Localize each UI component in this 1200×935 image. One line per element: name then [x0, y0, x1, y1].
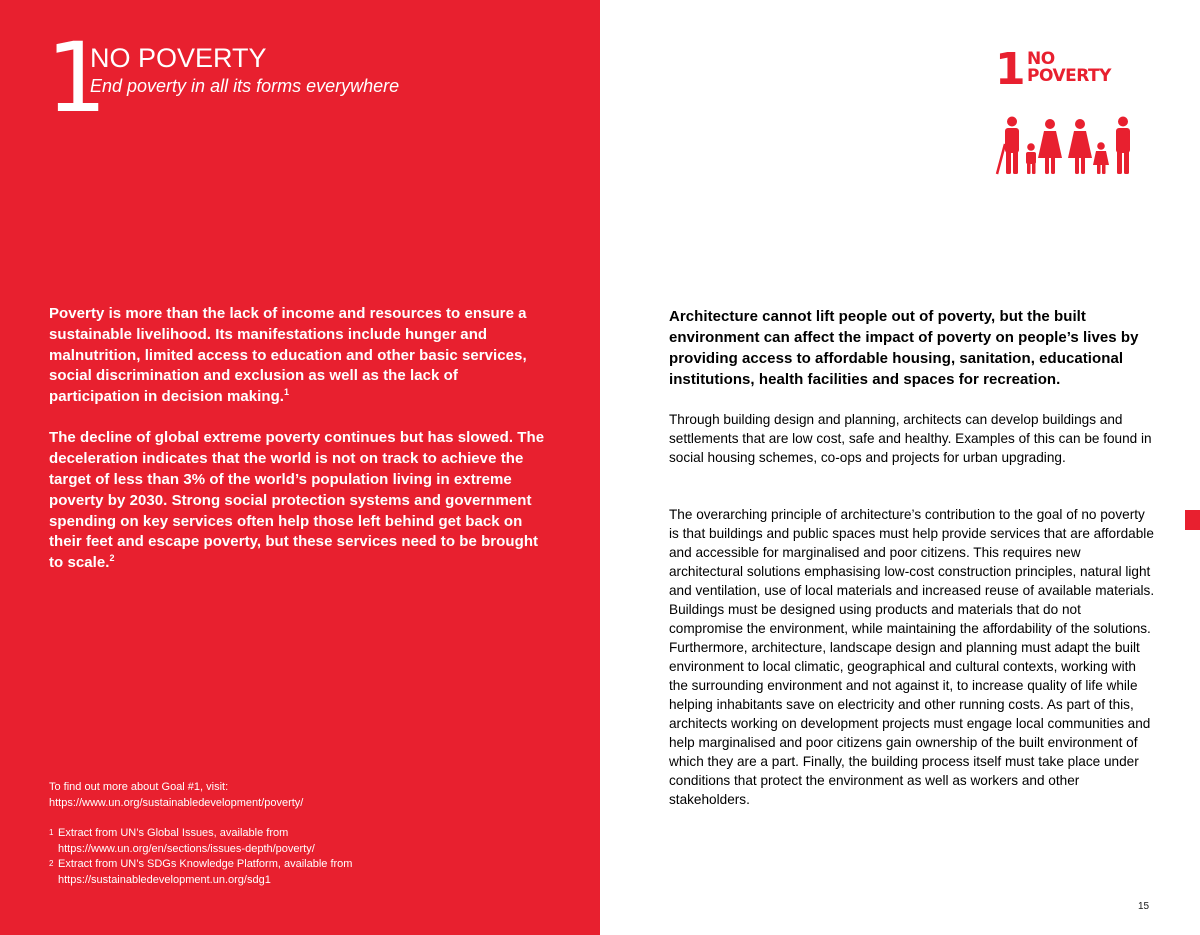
footnote-number: 1 [49, 828, 54, 837]
section-tab-marker [1185, 510, 1200, 530]
intro-paragraph-1-text: Poverty is more than the lack of income and resources to ensure a sustainable livelihood. Its manifestations include hunger and malnutrition, limited access to education and other basic services, social discrimination and exclusion as well as the lack of participation in decision making. [49, 305, 527, 406]
intro-paragraph-1 [49, 304, 549, 408]
footnotes [49, 826, 569, 888]
more-info [49, 779, 569, 811]
sdg-goal-1-logo [995, 44, 1145, 183]
intro-text [49, 304, 549, 595]
body-paragraph-1: Through building design and planning, architects can develop buildings and settlements that are low cost, safe and healthy. Examples of this can be found in social housing schemes, co-ops and projects for urban upgrading. [669, 412, 1152, 465]
footnote-1 [49, 826, 569, 857]
footnote-ref-2: 2 [109, 553, 115, 564]
goal-title: NO POVERTY [90, 43, 267, 73]
page-number: 15 [1138, 901, 1150, 912]
footnote-2 [49, 857, 569, 888]
footnote-link[interactable]: https://sustainabledevelopment.un.org/sdg1 [58, 873, 271, 886]
logo-text [1027, 51, 1111, 85]
more-info-link[interactable]: https://www.un.org/sustainabledevelopment/poverty/ [49, 797, 304, 809]
logo-text-line-1: NO [1027, 49, 1055, 69]
goal-number: 1 [46, 22, 104, 134]
body-paragraph-2: The overarching principle of architecture’s contribution to the goal of no poverty is that buildings and public spaces must help provide services that are affordable and accessible for marginalised and poor citizens. This requires new architectural solutions emphasising low-cost construction principles, natural light and ventilation, use of local materials and increased reuse of available materials. Buildings must be designed using products and materials that do not compromise the environment, while maintaining the affordability of the solutions. Furthermore, architecture, landscape design and planning must adapt the built environment to local climatic, geographical and cultural contexts, working with the surrounding environment and not against it, to increase quality of life while helping inhabitants save on electricity and other running costs. As part of this, architects working on development projects must engage local communities and help marginalised and poor citizens gain ownership of the built environment of which they are a part. Finally, the building process itself must take place under conditions that protect the environment as well as workers and other stakeholders. [669, 507, 1155, 807]
footnote-ref-1: 1 [284, 387, 290, 398]
intro-paragraph-2 [49, 428, 549, 574]
intro-paragraph-2-text: The decline of global extreme poverty continues but has slowed. The deceleration indicates that the world is not on track to achieve the target of less than 3% of the world’s population living in extreme poverty by 2030. Strong social protection systems and government spending on key services often help those left behind get back on their feet and escape poverty, but these services need to be brought to scale. [49, 429, 545, 572]
footnote-number: 2 [49, 859, 54, 869]
logo-number: 1 [995, 44, 1026, 95]
lead-paragraph: Architecture cannot lift people out of poverty, but the built environment can affect the impact of poverty on people’s lives by providing access to affordable housing, sanitation, educational institutions, health facilities and spaces for recreation. [669, 308, 1139, 388]
footnote-text: Extract from UN’s SDGs Knowledge Platform, available from [58, 858, 353, 871]
footnote-text: Extract from UN’s Global Issues, available from [58, 827, 289, 839]
goal-subtitle: End poverty in all its forms everywhere [90, 76, 400, 96]
family-icon [995, 116, 1140, 178]
more-info-label: To find out more about Goal #1, visit: [49, 781, 229, 793]
logo-text-line-2: POVERTY [1027, 66, 1111, 86]
footnote-link[interactable]: https://www.un.org/en/sections/issues-depth/poverty/ [58, 842, 315, 855]
